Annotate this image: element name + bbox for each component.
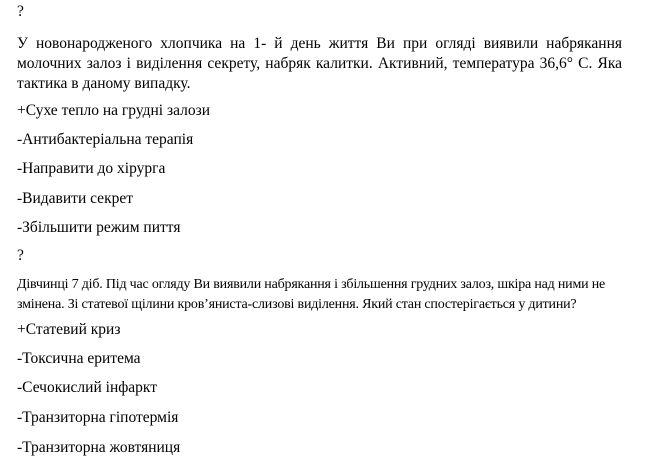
question-text: У новонародженого хлопчика на 1- й день життя Ви при огляді виявили набрякання молочних залоз і виділення секрету, набряк калитки. Активний, температура 36,6° С. Яка тактика в даному випадку. (17, 35, 622, 92)
question-marker: ? (17, 247, 24, 264)
answer-option: -Направити до хірурга (17, 160, 166, 177)
answer-option: +Сухе тепло на грудні залози (17, 102, 211, 119)
answer-option: -Токсична еритема (17, 350, 141, 367)
answer-option: +Статевий криз (17, 321, 121, 338)
answer-option: -Транзиторна жовтяниця (17, 439, 181, 456)
answer-option: -Сечокислий інфаркт (17, 379, 158, 396)
answer-option: -Антибактеріальна терапія (17, 131, 194, 148)
question-marker: ? (17, 3, 24, 20)
answer-option: -Видавити секрет (17, 190, 134, 207)
answer-option: -Транзиторна гіпотермія (17, 409, 179, 426)
answer-option: -Збільшити режим пиття (17, 219, 181, 236)
question-text: Дівчинці 7 діб. Під час огляду Ви виявили набрякання і збільшення грудних залоз, шкіра над ними не змінена. Зі статевої щілини кров’яниста-слизові виділення. Який стан спостерігається у дитини? (17, 277, 606, 312)
